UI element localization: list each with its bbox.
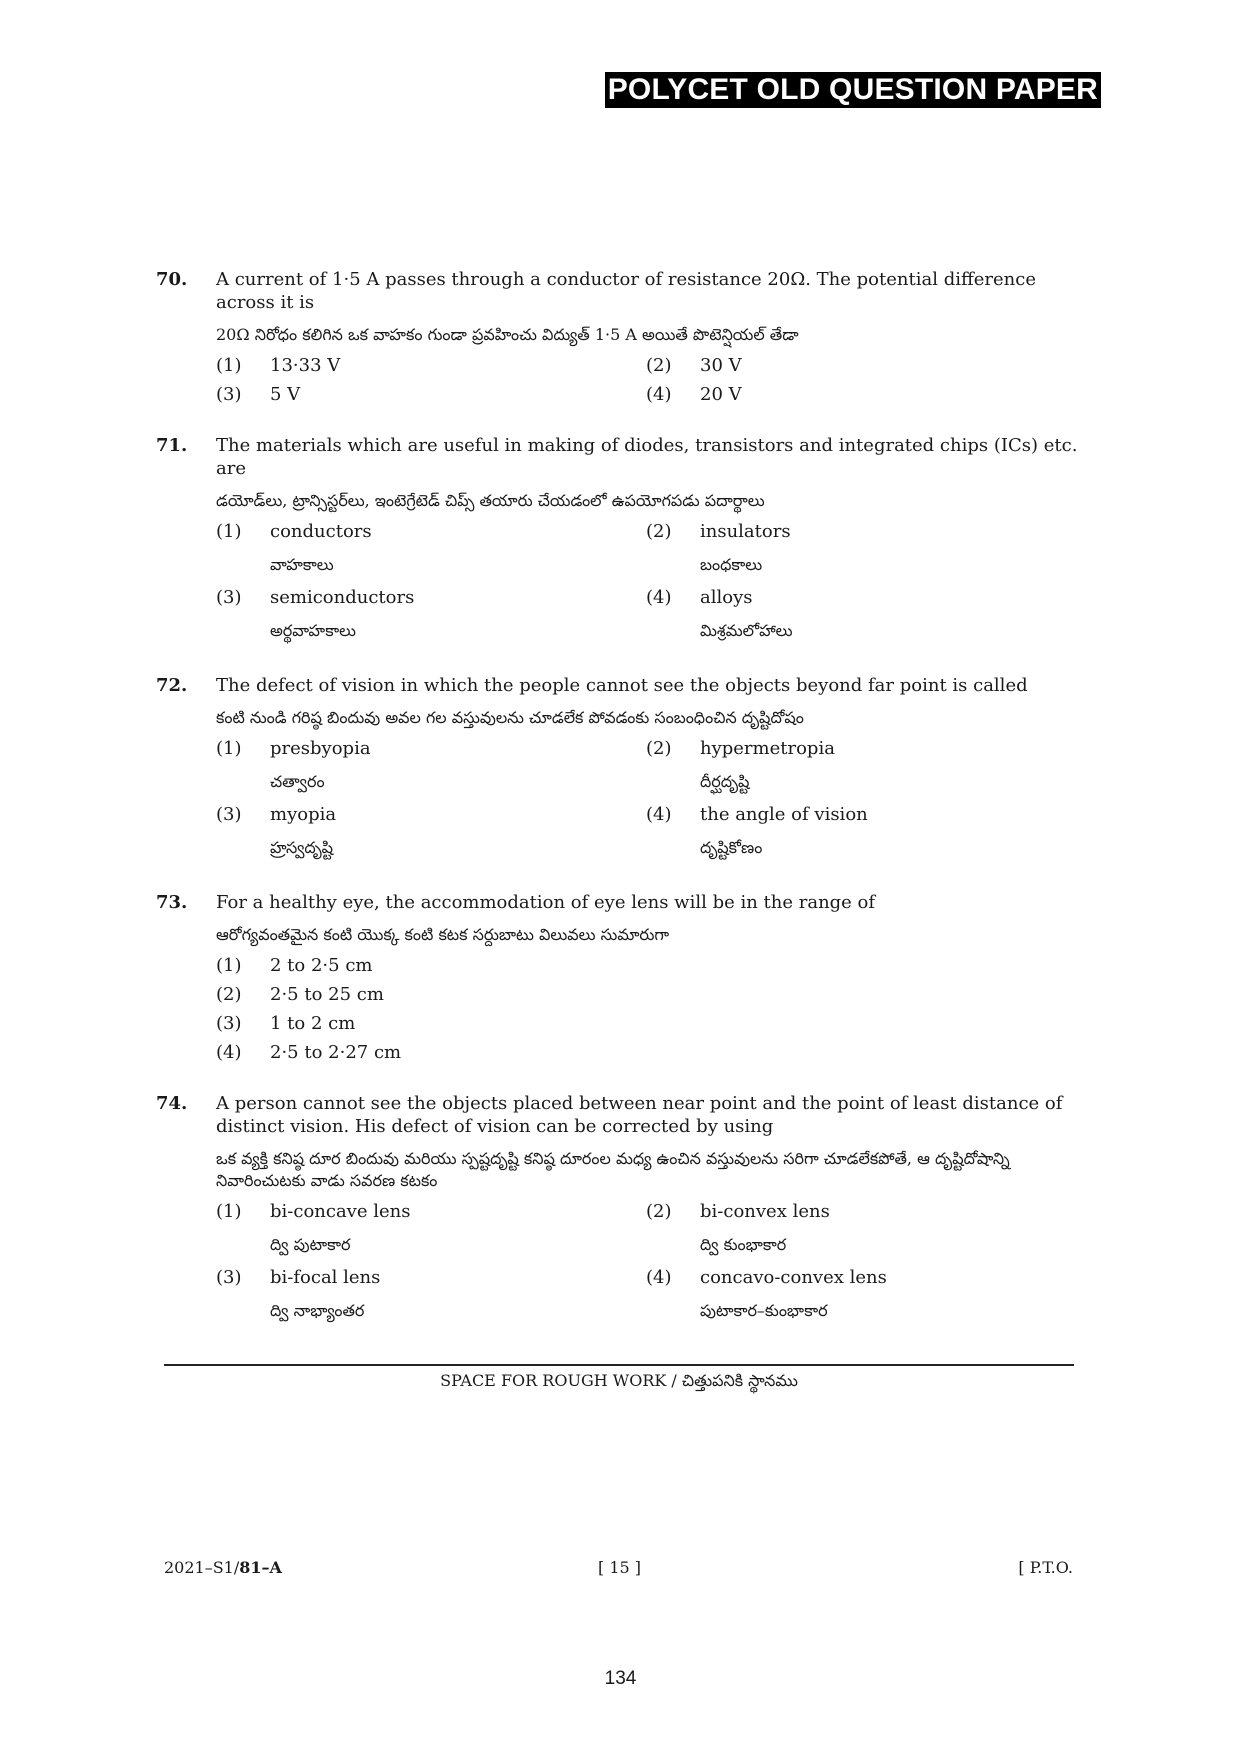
option-3[interactable]: (3) myopia హ్రస్వదృష్టి [216, 804, 337, 857]
paper-page-number: [ 15 ] [598, 1558, 642, 1577]
option-4[interactable]: (4) the angle of vision దృష్టికోణం [646, 804, 868, 857]
question-72 [156, 674, 1083, 869]
option-2[interactable]: (2) 30 V [646, 355, 742, 376]
question-text: A person cannot see the objects placed between near point and the point of least distance of distinct vision. His defect of vision can be corrected by using [216, 1093, 1063, 1137]
question-73 [156, 891, 1083, 1070]
question-number: 72. [156, 675, 188, 696]
options [216, 1200, 1083, 1332]
question-number: 71. [156, 435, 188, 456]
options [216, 737, 1083, 869]
option-3[interactable]: (3) 1 to 2 cm [216, 1013, 356, 1034]
question-number: 73. [156, 892, 188, 913]
options [216, 520, 1083, 652]
option-2[interactable]: (2) insulators బంధకాలు [646, 521, 791, 574]
question-text: The materials which are useful in making of diodes, transistors and integrated chips (ICs) etc. are [216, 435, 1078, 479]
question-70 [156, 268, 1083, 412]
question-74 [156, 1092, 1083, 1332]
pto-label: [ P.T.O. [1018, 1558, 1073, 1577]
option-3[interactable]: (3) semiconductors అర్థవాహకాలు [216, 587, 415, 640]
option-2[interactable]: (2) bi-convex lens ద్వి కుంభాకార [646, 1201, 830, 1254]
paper-code: 2021–S1/81–A [164, 1558, 282, 1577]
question-text-telugu: డయోడ్‌లు, ట్రాన్సిస్టర్‌లు, ఇంటెగ్రేటెడ్ చిప్స్ తయారు చేయడంలో ఉపయోగపడు పదార్థాలు [216, 491, 765, 510]
options [216, 954, 1083, 1070]
option-1[interactable]: (1) conductors వాహకాలు [216, 521, 372, 574]
options [216, 354, 1083, 412]
document-page-number: 134 [604, 1668, 637, 1689]
option-4[interactable]: (4) 20 V [646, 384, 742, 405]
question-text-telugu: కంటి నుండి గరిష్ఠ బిందువు అవల గల వస్తువులను చూడలేక పోవడంకు సంబంధించిన దృష్టిదోషం [216, 708, 804, 727]
question-number: 74. [156, 1093, 188, 1114]
question-text: A current of 1·5 A passes through a conductor of resistance 20Ω. The potential difference across it is [216, 269, 1036, 313]
question-text: The defect of vision in which the people cannot see the objects beyond far point is called [216, 675, 1028, 696]
question-text-telugu: ఆరోగ్యవంతమైన కంటి యొక్క కంటి కటక సర్దుబాటు విలువలు సుమారుగా [216, 925, 670, 944]
option-3[interactable]: (3) 5 V [216, 384, 301, 405]
option-3[interactable]: (3) bi-focal lens ద్వి నాభ్యాంతర [216, 1267, 381, 1320]
option-1[interactable]: (1) presbyopia చత్వారం [216, 738, 371, 791]
option-4[interactable]: (4) concavo-convex lens పుటాకార–కుంభాకార [646, 1267, 887, 1320]
option-1[interactable]: (1) 2 to 2·5 cm [216, 955, 373, 976]
questions-section [156, 268, 1083, 1354]
question-text-telugu: ఒక వ్యక్తి కనిష్ఠ దూర బిందువు మరియు స్పష్టదృష్టి కనిష్ఠ దూరంల మధ్య ఉంచిన వస్తువులను సరిగా చూడలేకపోతే, ఆ దృష్టిదోషాన్ని నివారించుటకు వాడు సవరణ కటకం [216, 1149, 1010, 1190]
option-4[interactable]: (4) alloys మిశ్రమలోహాలు [646, 587, 793, 640]
question-text: For a healthy eye, the accommodation of eye lens will be in the range of [216, 892, 876, 913]
question-71 [156, 434, 1083, 652]
option-2[interactable]: (2) 2·5 to 25 cm [216, 984, 384, 1005]
option-2[interactable]: (2) hypermetropia దీర్ఘదృష్టి [646, 738, 835, 791]
divider [164, 1364, 1074, 1366]
option-1[interactable]: (1) 13·33 V [216, 355, 341, 376]
option-4[interactable]: (4) 2·5 to 2·27 cm [216, 1042, 402, 1063]
question-text-telugu: 20Ω నిరోధం కలిగిన ఒక వాహకం గుండా ప్రవహించు విద్యుత్ 1·5 A అయితే పొటెన్షియల్ తేడా [216, 325, 799, 344]
rough-work-label: SPACE FOR ROUGH WORK / చిత్తుపనికి స్థానము [440, 1371, 798, 1390]
option-1[interactable]: (1) bi-concave lens ద్వి పుటాకార [216, 1201, 411, 1254]
question-number: 70. [156, 269, 188, 290]
header-banner: POLYCET OLD QUESTION PAPER [605, 72, 1101, 108]
